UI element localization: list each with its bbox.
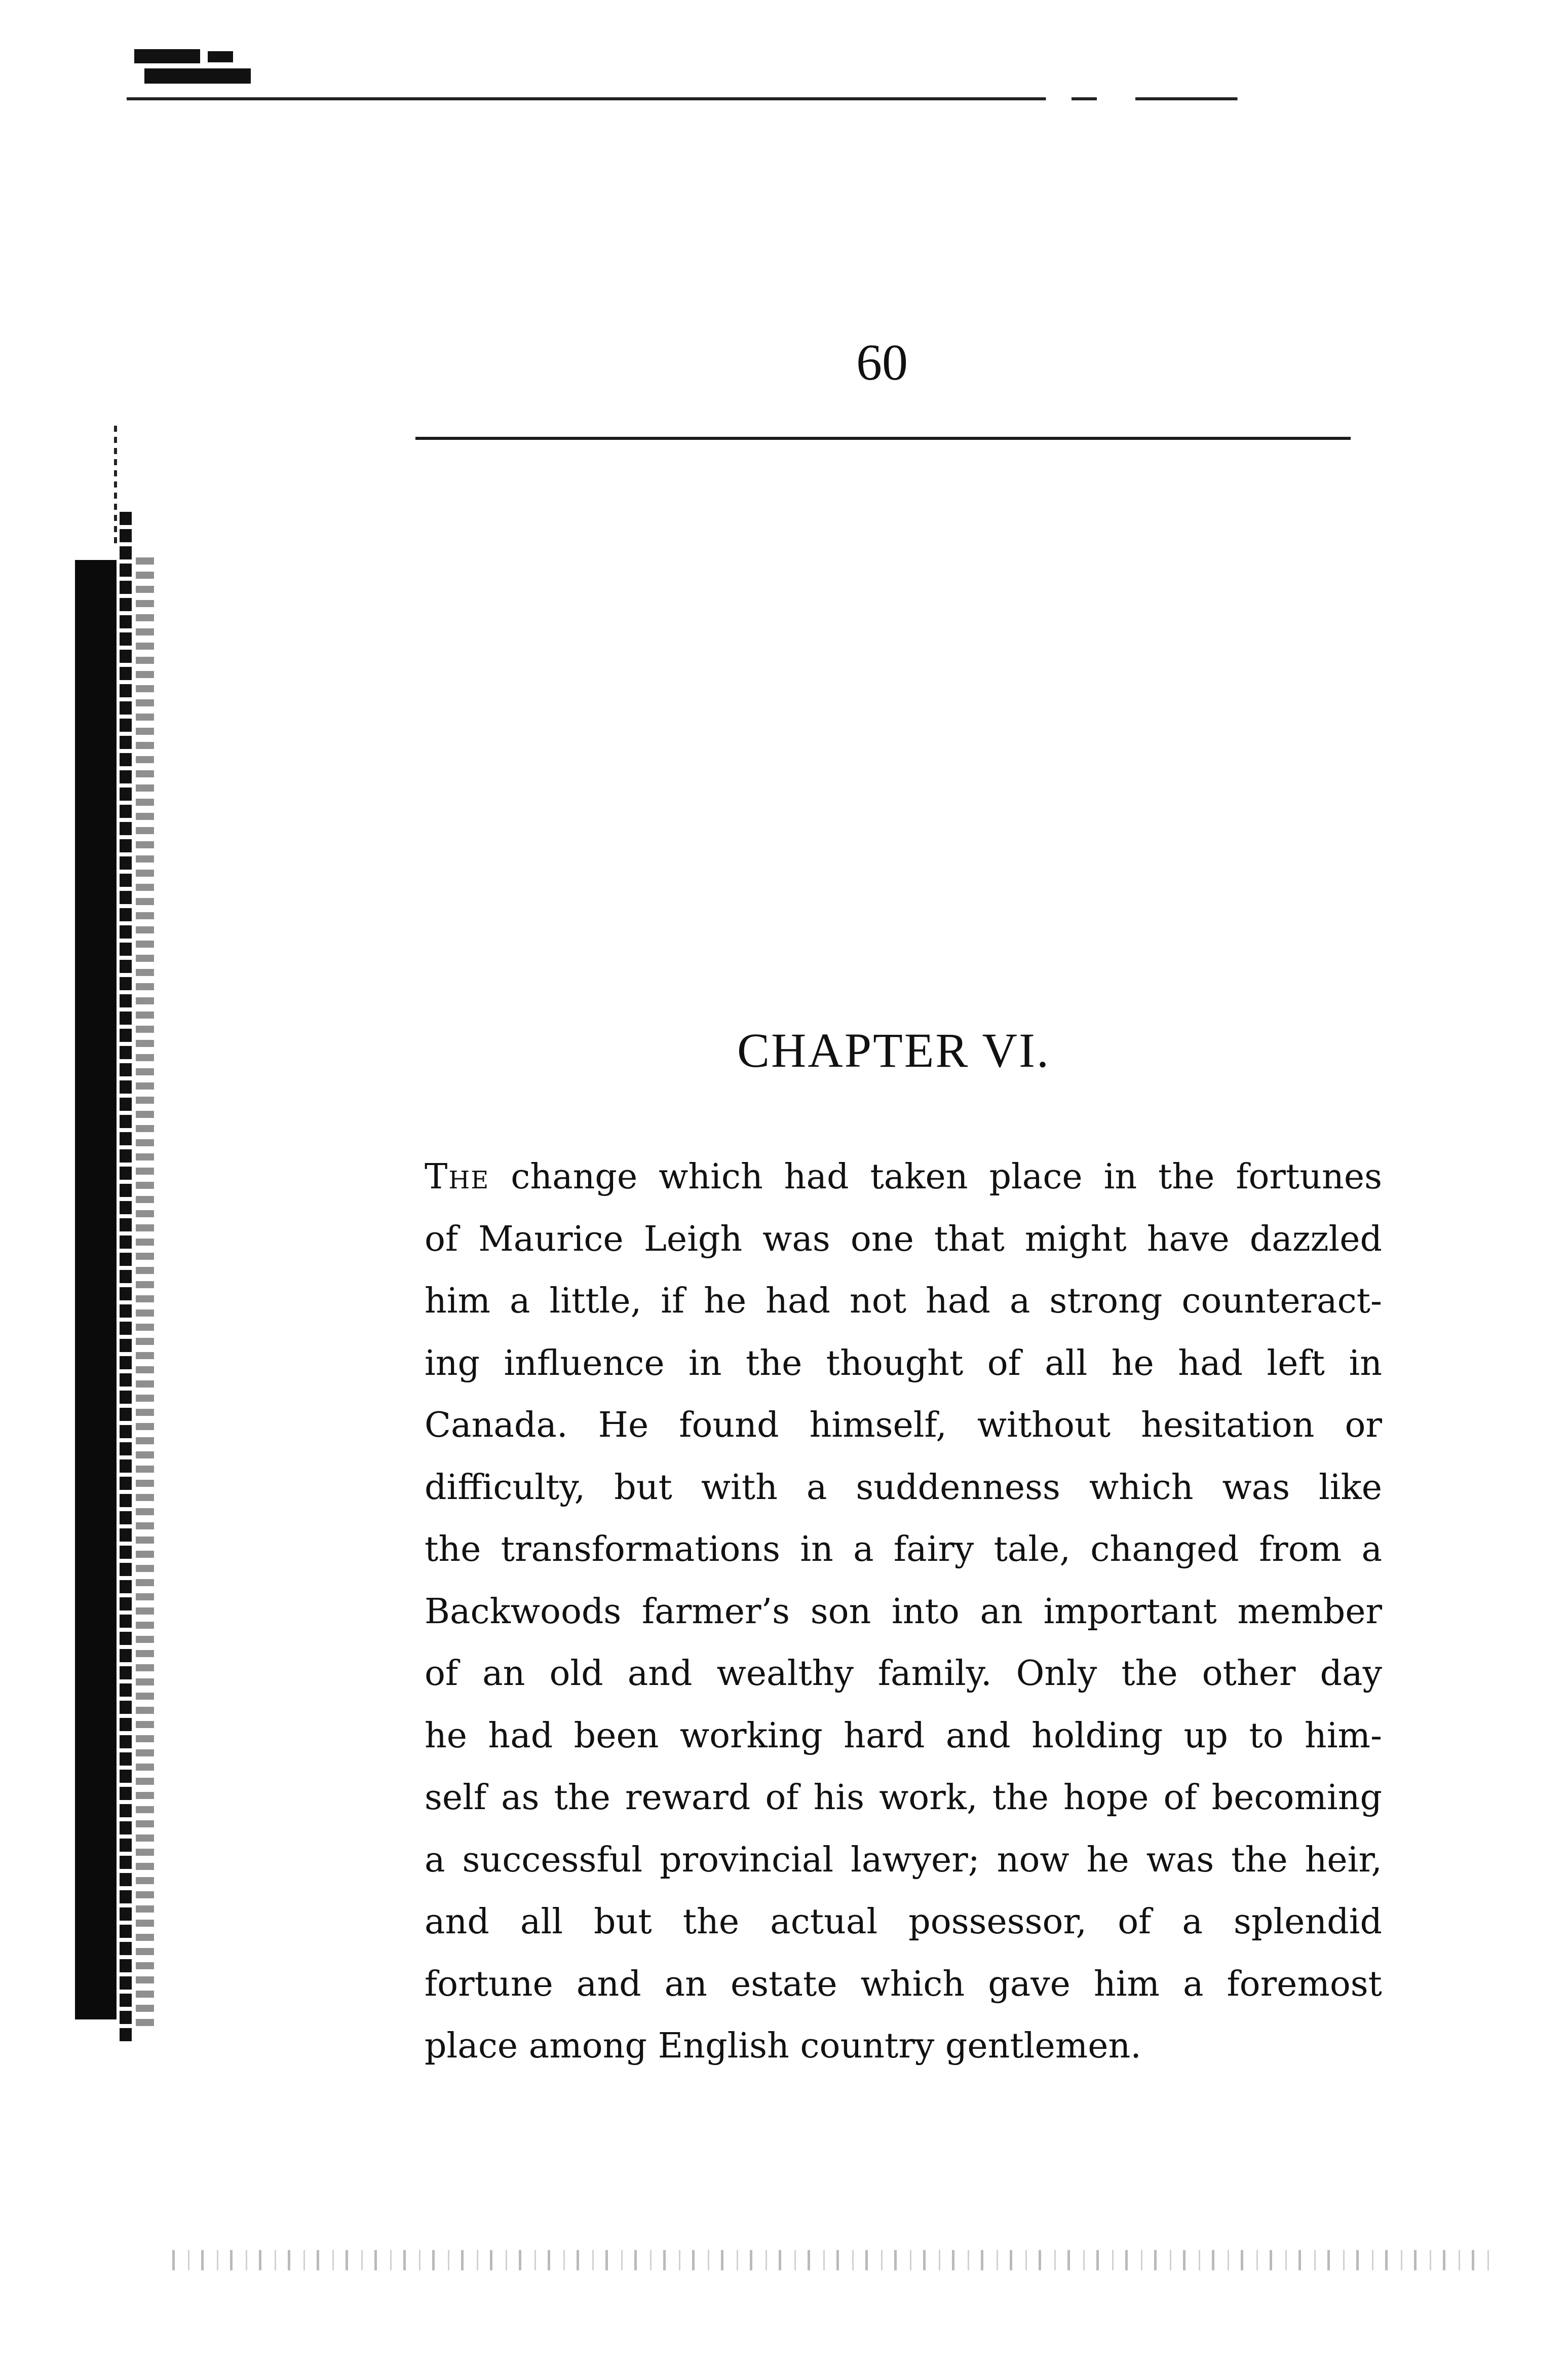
- scan-left-edge: [75, 560, 117, 2019]
- text-line-6: difficulty, but with a suddenness which was like: [425, 1467, 1382, 1508]
- text-line-12: a successful provincial lawyer; now he was the heir,: [425, 1840, 1382, 1880]
- text-line-5: Canada. He found himself, without hesitation or: [425, 1405, 1382, 1445]
- text-line-1: [425, 1146, 1382, 1209]
- text-line-3: him a little, if he had not had a strong counteract-: [425, 1281, 1382, 1321]
- scan-top-rule: [127, 97, 1403, 100]
- text-line-11: self as the reward of his work, the hope of becoming: [425, 1778, 1382, 1818]
- scan-left-edge-dots: [114, 426, 117, 547]
- chapter-body-text: [425, 1146, 1382, 2078]
- page-number: 60: [856, 334, 908, 391]
- header-rule: [415, 437, 1351, 440]
- text-line-14: fortune and an estate which gave him a foremost: [425, 1964, 1382, 2004]
- lead-word: The: [425, 1157, 490, 1197]
- scan-bottom-noise: [172, 2250, 1489, 2270]
- text-line-13: and all but the actual possessor, of a splendid: [425, 1902, 1382, 1942]
- text-line-9: of an old and wealthy family. Only the other day: [425, 1654, 1382, 1694]
- scan-left-edge-noise: [136, 557, 154, 2027]
- text-line-15: place among English country gentlemen.: [425, 2026, 1141, 2066]
- scan-corner-mark: [134, 48, 256, 86]
- text-line-7: the transformations in a fairy tale, changed from a: [425, 1529, 1382, 1569]
- text-line-1-rest: change which had taken place in the fortunes: [511, 1157, 1382, 1197]
- text-line-4: ing influence in the thought of all he had left in: [425, 1343, 1382, 1383]
- scan-left-edge-stripe: [120, 512, 132, 2042]
- text-line-2: of Maurice Leigh was one that might have dazzled: [425, 1219, 1382, 1259]
- text-line-8: Backwoods farmer’s son into an important member: [425, 1591, 1382, 1632]
- text-line-10: he had been working hard and holding up to him-: [425, 1715, 1382, 1756]
- chapter-title: CHAPTER VI.: [737, 1023, 1050, 1077]
